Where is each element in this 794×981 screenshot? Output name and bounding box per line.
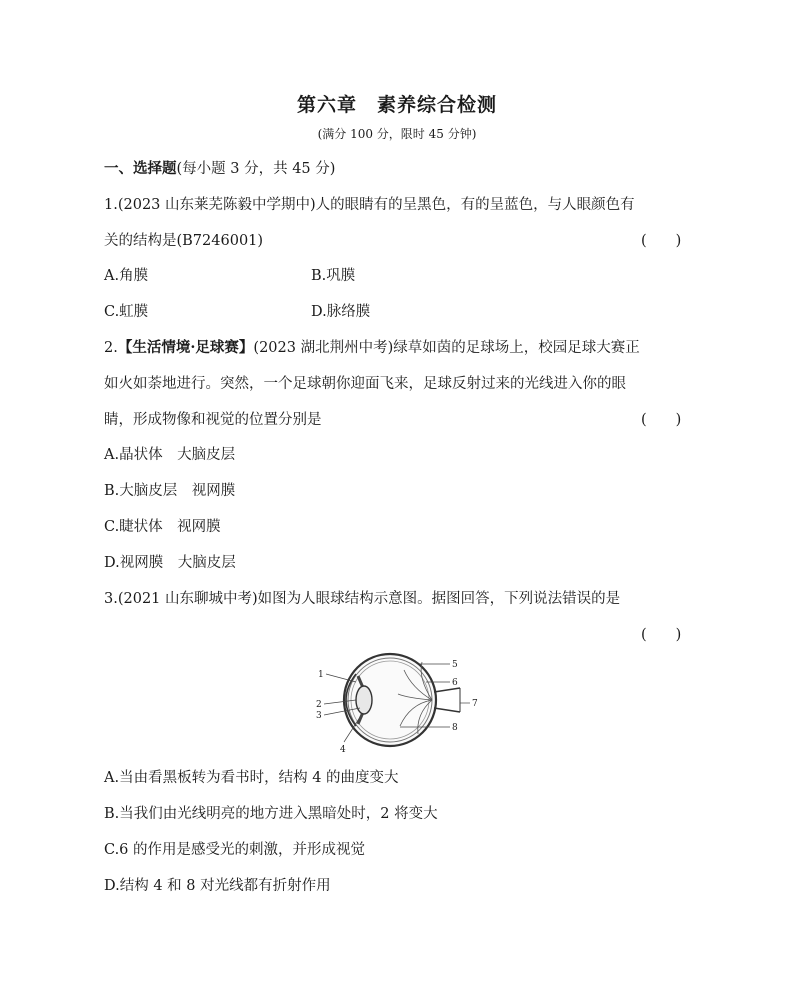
q1-option-b: B.巩膜 (311, 268, 356, 284)
figure-label-7: 7 (472, 699, 478, 709)
q2-option-a: A.晶状体 大脑皮层 (104, 447, 236, 463)
q3-option-c: C.6 的作用是感受光的刺激，并形成视觉 (104, 842, 366, 858)
page-subtitle: (满分 100 分，限时 45 分钟) (317, 127, 477, 141)
q2-context-tag: 【生活情境·足球赛】 (117, 339, 254, 356)
figure-label-6: 6 (452, 678, 458, 688)
figure-label-1: 1 (318, 670, 324, 680)
q3-option-d: D.结构 4 和 8 对光线都有折射作用 (104, 878, 331, 894)
q2-option-c: C.睫状体 视网膜 (104, 519, 221, 535)
q2-stem-line-3: 睛，形成物像和视觉的位置分别是 (104, 412, 322, 428)
section-heading-line (104, 157, 335, 178)
q2-stem-text-1: (2023 湖北荆州中考)绿草如茵的足球场上，校园足球大赛正 (253, 340, 640, 356)
q1-option-c: C.虹膜 (104, 304, 149, 320)
figure-label-4: 4 (340, 745, 346, 755)
q1-option-d: D.脉络膜 (311, 304, 371, 320)
page-title: 第六章 素养综合检测 (296, 94, 497, 116)
q3-stem-line-1: 3.(2021 山东聊城中考)如图为人眼球结构示意图。据图回答，下列说法错误的是 (104, 591, 621, 607)
eye-structure-diagram (300, 648, 490, 758)
q1-stem-line-1: 1.(2023 山东莱芜陈毅中学期中)人的眼睛有的呈黑色，有的呈蓝色，与人眼颜色有 (104, 197, 635, 213)
section-note: (每小题 3 分，共 45 分) (176, 161, 336, 177)
figure-label-5: 5 (452, 660, 458, 670)
q3-option-b: B.当我们由光线明亮的地方进入黑暗处时，2 将变大 (104, 806, 438, 822)
q2-option-b: B.大脑皮层 视网膜 (104, 483, 236, 499)
q1-stem-line-2: 关的结构是(B7246001) (104, 233, 264, 249)
figure-label-3: 3 (316, 711, 322, 721)
q2-answer-blank: ( ) (641, 412, 682, 428)
q1-option-a: A.角膜 (104, 268, 149, 284)
q1-answer-blank: ( ) (641, 233, 682, 249)
q2-option-d: D.视网膜 大脑皮层 (104, 555, 236, 571)
q3-answer-blank: ( ) (641, 627, 682, 643)
figure-label-8: 8 (452, 723, 458, 733)
eyeball-drawing (344, 654, 460, 746)
q2-stem-line-1 (104, 336, 640, 357)
q2-number: 2. (104, 340, 118, 356)
q3-option-a: A.当由看黑板转为看书时，结构 4 的曲度变大 (104, 770, 399, 786)
section-heading: 一、选择题 (104, 160, 177, 177)
q2-stem-line-2: 如火如荼地进行。突然，一个足球朝你迎面飞来，足球反射过来的光线进入你的眼 (104, 376, 626, 392)
figure-label-2: 2 (316, 700, 322, 710)
